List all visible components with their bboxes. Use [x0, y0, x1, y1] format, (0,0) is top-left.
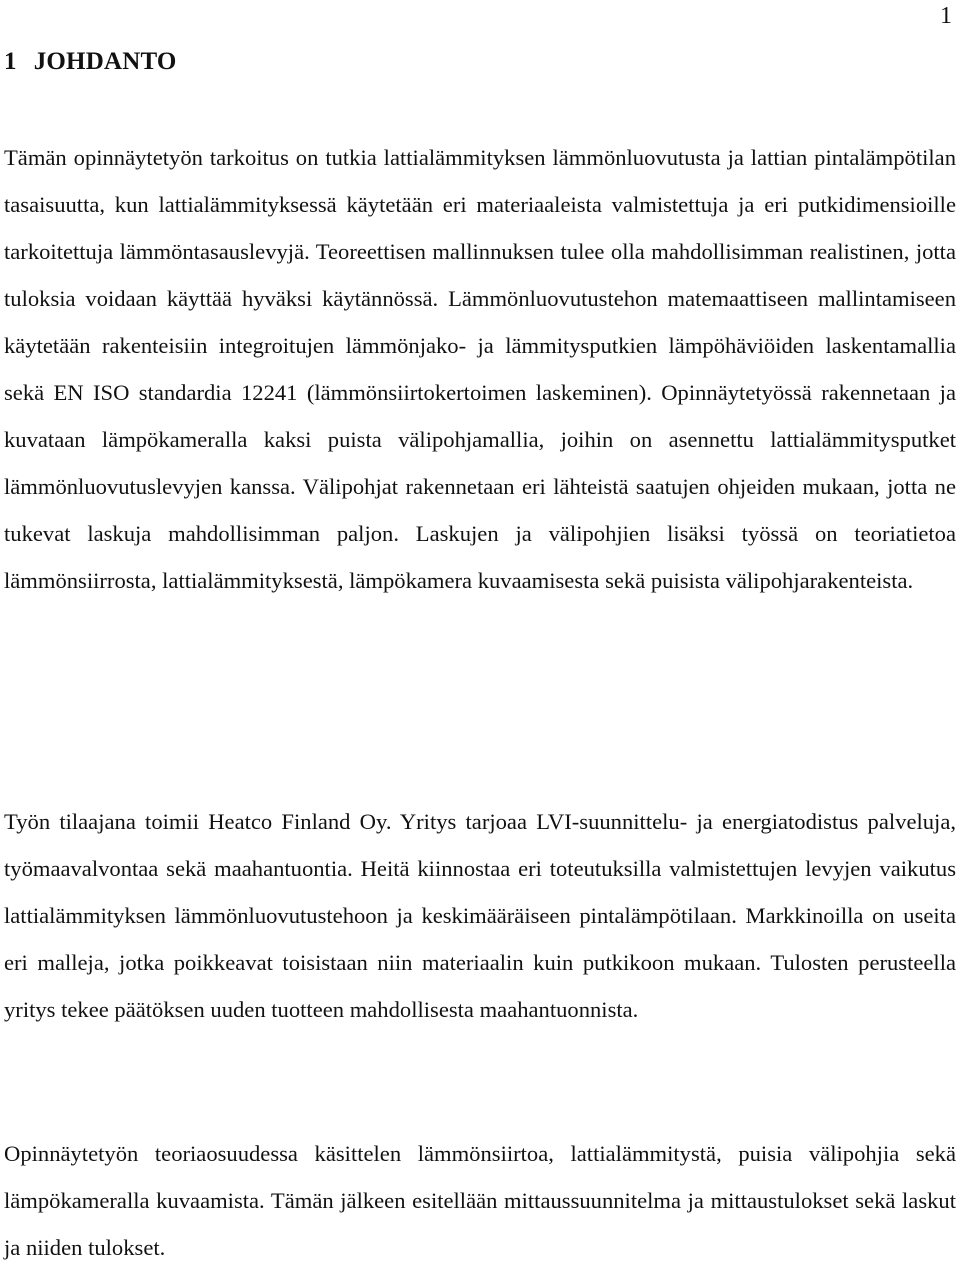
chapter-title: JOHDANTO: [33, 48, 177, 75]
paragraph-client: Työn tilaajana toimii Heatco Finland Oy. Yritys tarjoaa LVI-suunnittelu- ja energiatodistus palveluja, työmaavalvontaa sekä maahantuontia. Heitä kiinnostaa eri toteutuksilla valmistettujen levyjen vaikutus lattialämmityksen lämmönluovutustehoon ja keskimääräiseen pintalämpötilaan. Markkinoilla on useita eri malleja, jotka poikkeavat toisistaan niin materiaalin kuin putkikoon mukaan. Tulosten perusteella yritys tekee päätöksen uuden tuotteen mahdollisesta maahantuonnista.: [4, 809, 956, 1022]
chapter-number: 1: [4, 48, 17, 75]
page-number: 1: [940, 3, 952, 29]
paragraph-structure: Opinnäytetyön teoriaosuudessa käsittelen lämmönsiirtoa, lattialämmitystä, puisia välipohjia sekä lämpökameralla kuvaamista. Tämän jälkeen esitellään mittaussuunnitelma ja mittaustulokset sekä laskut ja niiden tulokset.: [4, 1141, 956, 1260]
chapter-heading: [4, 46, 177, 78]
paragraph-introduction: Tämän opinnäytetyön tarkoitus on tutkia lattialämmityksen lämmönluovutusta ja lattian pintalämpötilan tasaisuutta, kun lattialämmityksessä käytetään eri materiaaleista valmistettuja ja eri putkidimensioille tarkoitettuja lämmöntasauslevyjä. Teoreettisen mallinnuksen tulee olla mahdollisimman realistinen, jotta tuloksia voidaan käyttää hyväksi käytännössä. Lämmönluovutustehon matemaattiseen mallintamiseen käytetään rakenteisiin integroitujen lämmönjako- ja lämmitysputkien lämpöhäviöiden laskentamallia sekä EN ISO standardia 12241 (lämmönsiirtokertoimen laskeminen). Opinnäytetyössä rakennetaan ja kuvataan lämpökameralla kaksi puista välipohjamallia, joihin on asennettu lattialämmitysputket lämmönluovutuslevyjen kanssa. Välipohjat rakennetaan eri lähteistä saatujen ohjeiden mukaan, jotta ne tukevat laskuja mahdollisimman paljon. Laskujen ja välipohjien lisäksi työssä on teoriatietoa lämmönsiirrosta, lattialämmityksestä, lämpökamera kuvaamisesta sekä puisista välipohjarakenteista.: [4, 145, 956, 593]
